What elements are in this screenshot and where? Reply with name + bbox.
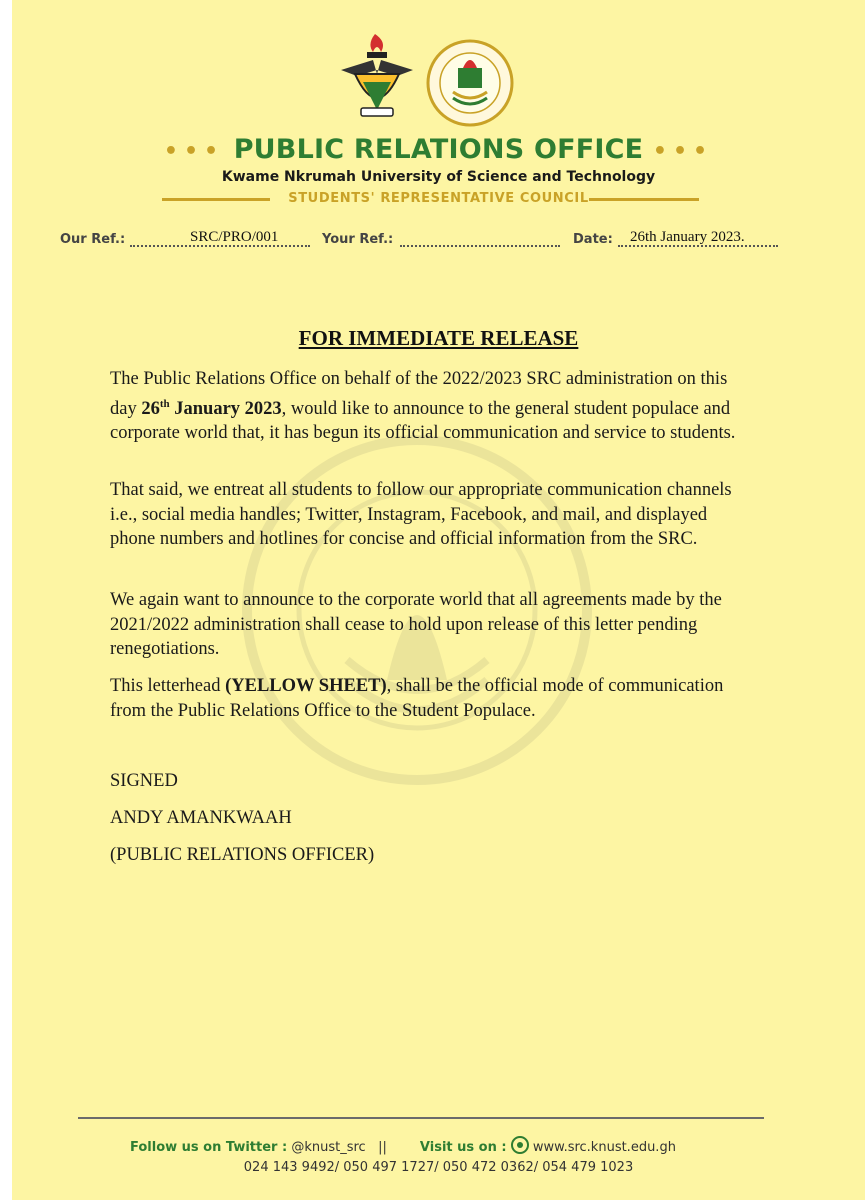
website-link[interactable]: www.src.knust.edu.gh xyxy=(532,1140,676,1155)
p1-date-rest: January 2023 xyxy=(169,398,282,419)
visit-label: Visit us on : xyxy=(419,1140,507,1155)
pro-seal-icon xyxy=(425,38,515,128)
our-ref-value: SRC/PRO/001 xyxy=(190,229,279,245)
signatory-role: (PUBLIC RELATIONS OFFICER) xyxy=(110,845,375,865)
council-name: STUDENTS' REPRESENTATIVE COUNCIL xyxy=(288,191,589,206)
paragraph-1 xyxy=(110,367,750,446)
reference-line xyxy=(60,229,800,252)
your-ref-dots xyxy=(400,245,560,247)
your-ref-label: Your Ref.: xyxy=(322,232,394,247)
p4-text-b: , shall be the official mode of communication from the Public Relations Office to the Student Populace. xyxy=(110,676,724,721)
council-rule-right xyxy=(589,198,699,201)
p1-text-a: The Public Relations Office on behalf of the 2022/2023 SRC administration on this day xyxy=(110,369,728,419)
paragraph-2: That said, we entreat all students to follow our appropriate communication channels i.e., social media handles; Twitter, Instagram, Facebook, and mail, and displayed phone numbers and hotlines for concise and official information from the SRC. xyxy=(110,480,732,549)
p4-bold: (YELLOW SHEET) xyxy=(225,676,387,696)
p1-text-b: , would like to announce to the general student populace and corporate world that, it has begun its official communication and service to students. xyxy=(110,398,736,444)
paragraph-3: We again want to announce to the corporate world that all agreements made by the 2021/2022 administration shall cease to hold upon release of this letter pending renegotiations. xyxy=(110,590,722,659)
globe-icon xyxy=(511,1136,529,1154)
date-value: 26th January 2023. xyxy=(630,229,745,245)
paragraph-4 xyxy=(110,674,750,723)
p4-text-a: This letterhead xyxy=(110,676,226,696)
footer-separator: || xyxy=(378,1140,387,1155)
our-ref-label: Our Ref.: xyxy=(60,232,126,247)
p1-date-day: 26 xyxy=(141,398,160,419)
signatory-name: ANDY AMANKWAAH xyxy=(110,808,292,828)
footer-contacts xyxy=(130,1136,770,1156)
footer-phones: 024 143 9492/ 050 497 1727/ 050 472 0362/ 054 479 1023 xyxy=(243,1160,634,1175)
letter-sheet xyxy=(12,0,865,1200)
title-dots-left: ••• xyxy=(163,139,225,164)
office-title-text: PUBLIC RELATIONS OFFICE xyxy=(233,134,644,165)
footer-rule xyxy=(78,1117,764,1119)
twitter-handle[interactable]: @knust_src xyxy=(291,1140,366,1155)
release-heading: FOR IMMEDIATE RELEASE xyxy=(298,326,579,350)
title-dots-right: ••• xyxy=(652,139,714,164)
university-name: Kwame Nkrumah University of Science and Technology xyxy=(221,169,656,185)
office-title xyxy=(12,134,865,165)
p1-date xyxy=(141,399,281,419)
page-edge xyxy=(0,0,12,1200)
date-label: Date: xyxy=(573,232,613,247)
p1-date-sup: th xyxy=(159,397,170,410)
signed-label: SIGNED xyxy=(110,771,178,791)
knust-crest-icon xyxy=(337,30,417,125)
twitter-label: Follow us on Twitter : xyxy=(130,1140,288,1155)
